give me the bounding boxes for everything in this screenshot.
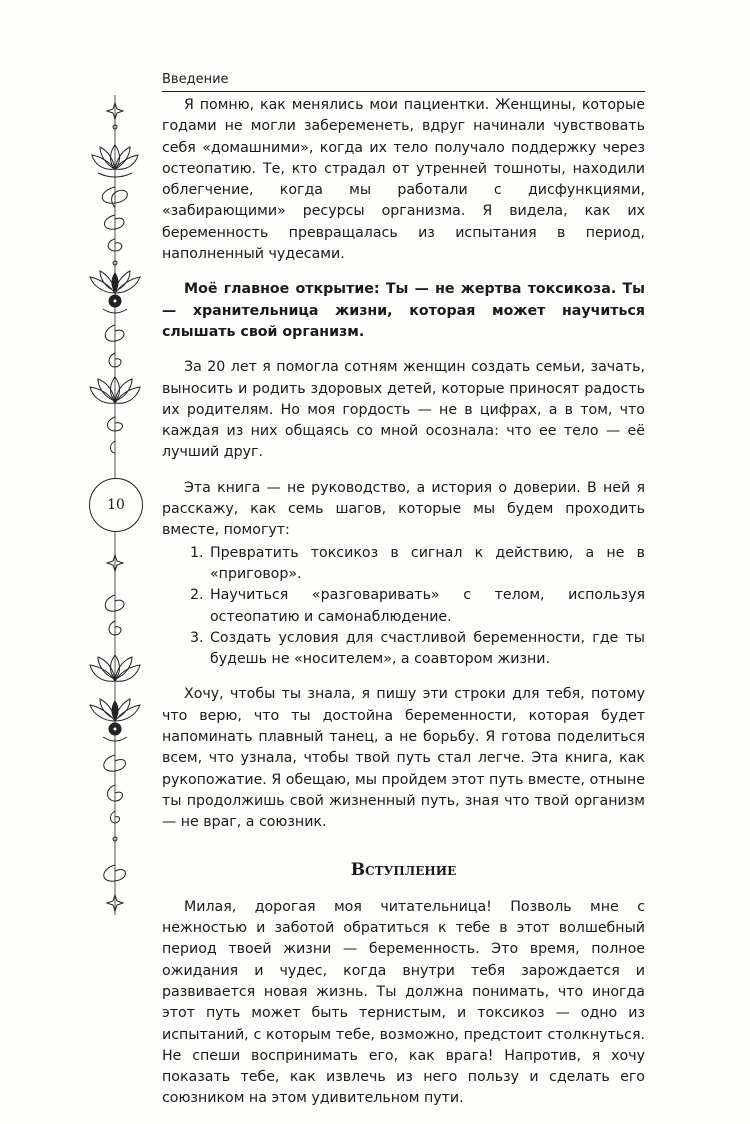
paragraph: Хочу, чтобы ты знала, я пишу эти строки для тебя, потому что верю, что ты достойна беременности, которая будет напоминать плавный танец, а не борьбу. Я готова поделиться всем, что узнала, чтобы твой путь стал легче. Эта книга, как рукопожатие. Я обещаю, мы пройдем этот путь вместе, отныне ты продолжишь свой жизненный путь, зная что твой организм — не враг, а союзник. [162, 686, 645, 831]
paragraph: Милая, дорогая моя читательница! Позволь мне с нежностью и заботой обратиться к тебе в этот волшебный период твоей жизни — беременность. Это время, полное ожидания и чудес, когда внутри тебя зарождается и развивается новая жизнь. Ты должна понимать, что иногда этот путь может быть тернистым, и токсикоз — одно из испытаний, с которым тебе, возможно, предстоит столкнуться. Не спеши воспринимать его, как врага! Напротив, я хочу показать тебе, как извлечь из него пользу и сделать его союзником на этом удивительном пути. [162, 898, 645, 1107]
running-header: Введение [162, 72, 645, 92]
list-item: 2. Научиться «разговаривать» с телом, используя остеопатию и самонаблюдение. [208, 585, 645, 628]
list-item: 1. Превратить токсикоз в сигнал к действию, а не в «приговор». [208, 543, 645, 586]
paragraph: За 20 лет я помогла сотням женщин создать семьи, зачать, выносить и родить здоровых детей, которые приносят радость их родителям. Но моя гордость — не в цифрах, а в том, что каждая из них общаясь со мной осознала: что ее тело — её лучший друг. [162, 359, 645, 461]
key-statement: Моё главное открытие: Ты — не жертва токсикоза. Ты — хранительница жизни, которая может научиться слышать свой организм. [162, 281, 645, 340]
paragraph: Эта книга — не руководство, а история о доверии. В ней я расскажу, как семь шагов, которые мы будем проходить вместе, помогут: [162, 479, 645, 539]
steps-list [162, 543, 645, 671]
page-body [162, 95, 645, 1124]
section-heading: Вступление [350, 859, 457, 880]
page-number: 10 [89, 478, 143, 532]
paragraph: Я помню, как менялись мои пациентки. Женщины, которые годами не могли забеременеть, вдруг начинали чувствовать себя «домашними», когда их тело получало поддержку через остеопатию. Те, кто страдал от утренней тошноты, находили облегчение, когда мы работали с дисфункциями, «забирающими» ресурсы организма. Я видела, как их беременность превращалась из испытания в период, наполненный чудесами. [162, 97, 645, 263]
list-item: 3. Создать условия для счастливой беременности, где ты будешь не «носителем», а соавтором жизни. [208, 628, 645, 671]
